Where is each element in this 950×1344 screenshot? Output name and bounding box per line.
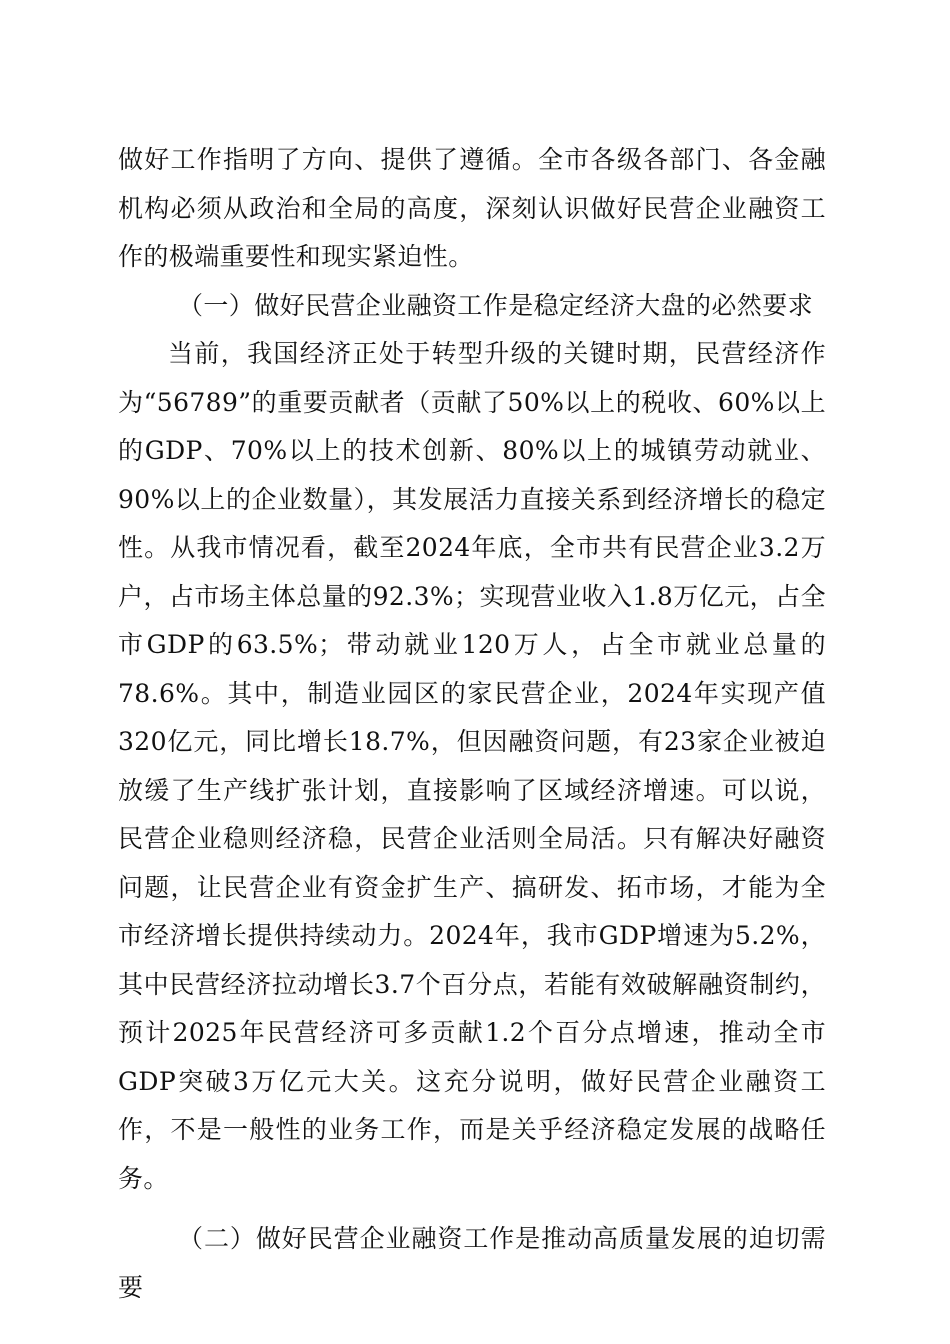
- continuation-paragraph: 做好工作指明了方向、提供了遵循。全市各级各部门、各金融机构必须从政治和全局的高度，深刻认识做好民营企业融资工作的极端重要性和现实紧迫性。: [118, 145, 826, 271]
- document-body: [118, 136, 826, 1312]
- section-1-paragraph: 当前，我国经济正处于转型升级的关键时期，民营经济作为“56789”的重要贡献者（贡献了50%以上的税收、60%以上的GDP、70%以上的技术创新、80%以上的城镇劳动就业、90%以上的企业数量），其发展活力直接关系到经济增长的稳定性。从我市情况看，截至2024年底，全市共有民营企业3.2万户，占市场主体总量的92.3%；实现营业收入1.8万亿元，占全市GDP的63.5%；带动就业120万人，占全市就业总量的78.6%。其中，制造业园区的家民营企业，2024年实现产值320亿元，同比增长18.7%，但因融资问题，有23家企业被迫放缓了生产线扩张计划，直接影响了区域经济增速。可以说，民营企业稳则经济稳，民营企业活则全局活。只有解决好融资问题，让民营企业有资金扩生产、搞研发、拓市场，才能为全市经济增长提供持续动力。2024年，我市GDP增速为5.2%，其中民营经济拉动增长3.7个百分点，若能有效破解融资制约，预计2025年民营经济可多贡献1.2个百分点增速，推动全市GDP突破3万亿元大关。这充分说明，做好民营企业融资工作，不是一般性的业务工作，而是关乎经济稳定发展的战略任务。: [118, 339, 826, 1193]
- section-2-heading: （二）做好民营企业融资工作是推动高质量发展的迫切需要: [118, 1224, 826, 1302]
- section-1-heading: （一）做好民营企业融资工作是稳定经济大盘的必然要求: [178, 290, 814, 320]
